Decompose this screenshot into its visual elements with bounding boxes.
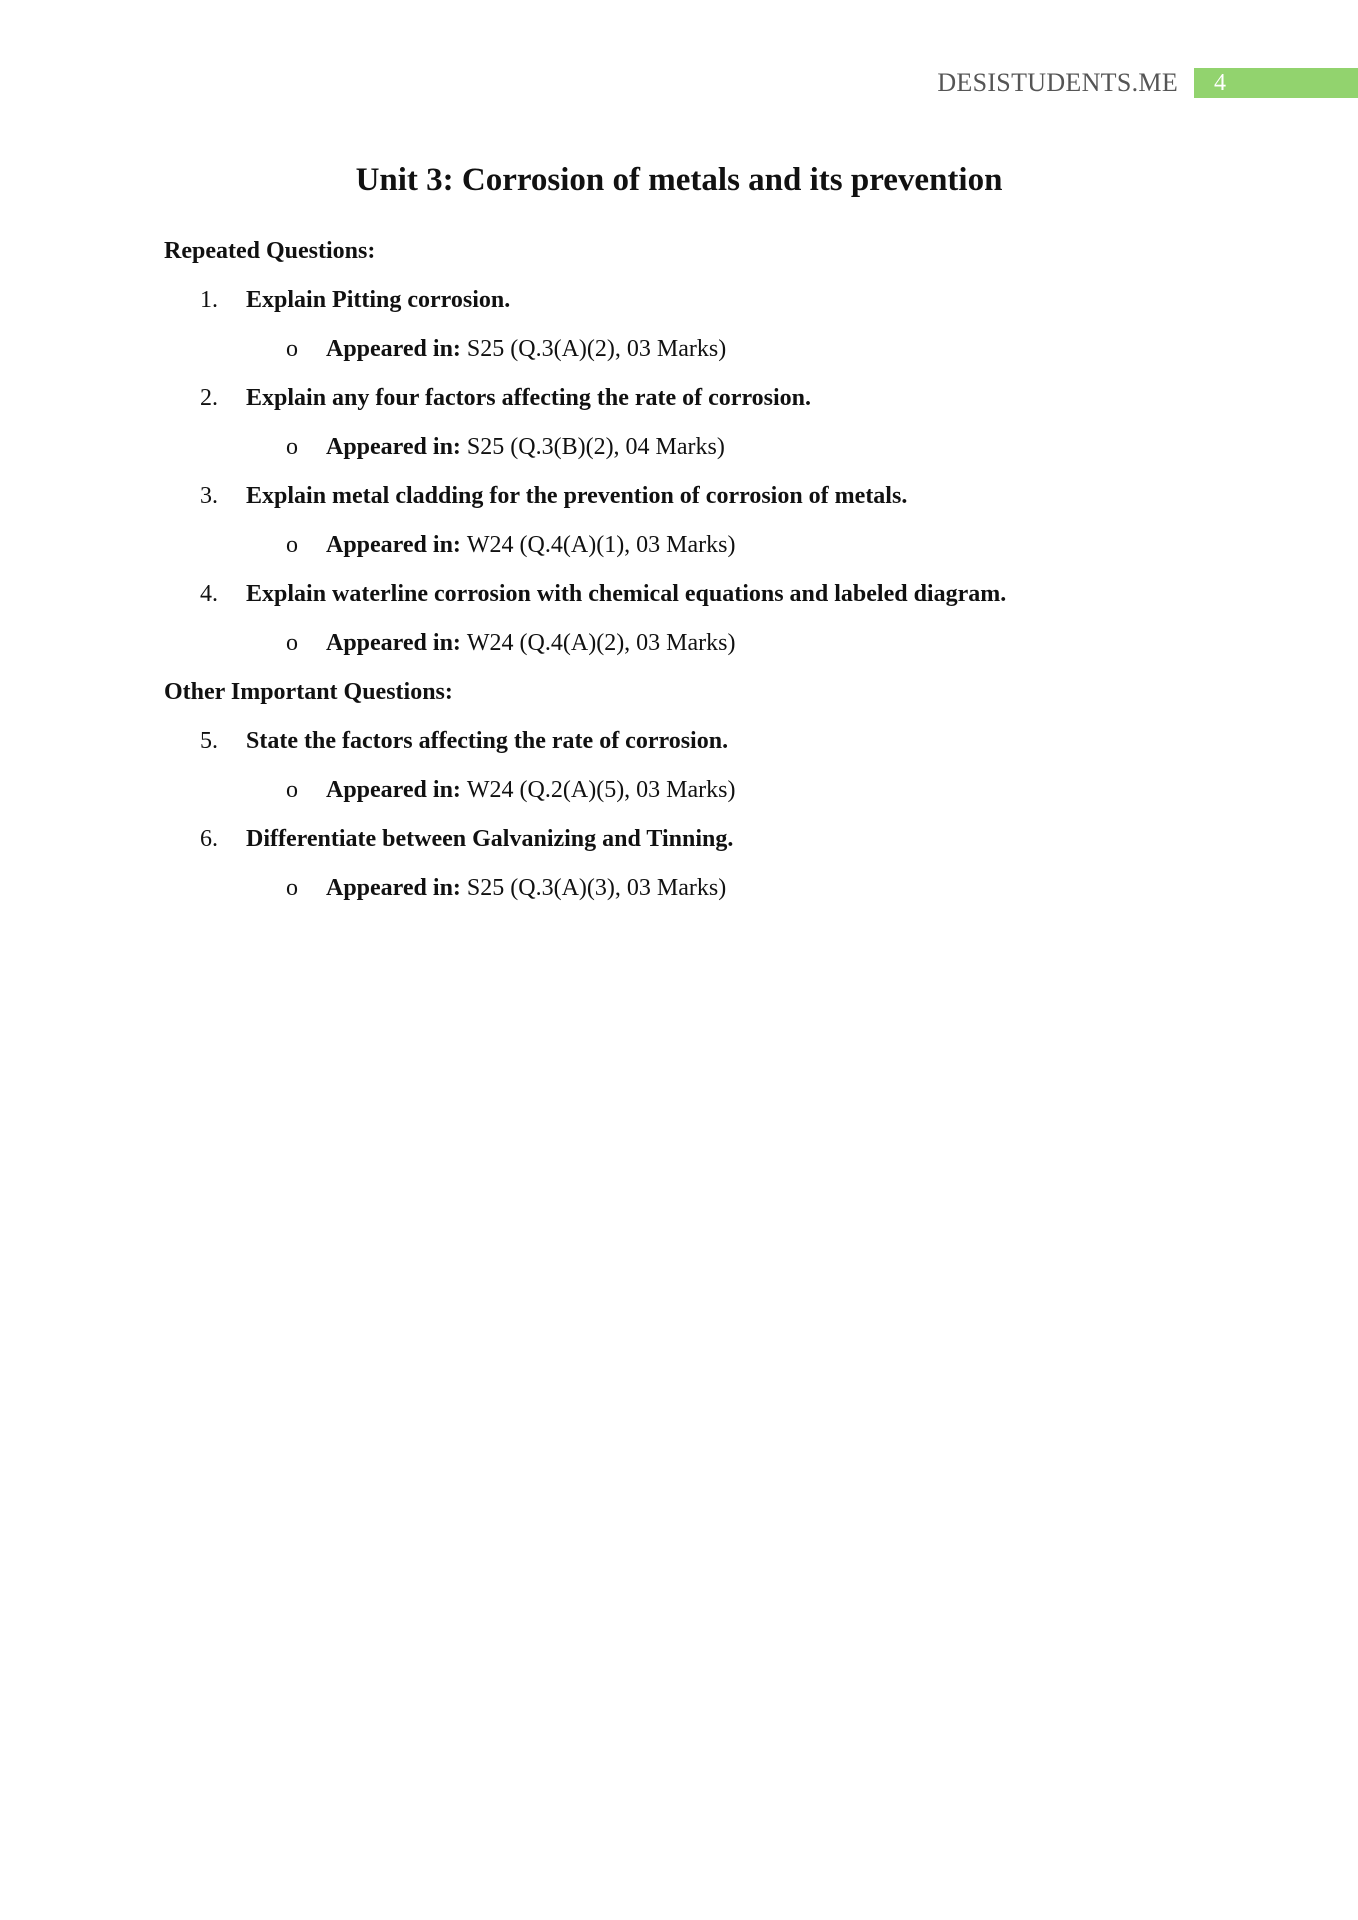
appeared-value: W24 (Q.4(A)(1), 03 Marks) <box>466 532 736 558</box>
bullet-icon: o <box>286 630 298 656</box>
page-number: 4 <box>1194 68 1358 98</box>
question-text: Explain Pitting corrosion. <box>246 287 511 313</box>
bullet-icon: o <box>286 336 298 362</box>
appeared-label: Appeared in: <box>326 777 461 803</box>
site-name: DESISTUDENTS.ME <box>937 68 1178 97</box>
page-title: Unit 3: Corrosion of metals and its prevention <box>355 162 1003 198</box>
appeared-value: W24 (Q.2(A)(5), 03 Marks) <box>466 777 736 803</box>
question-number: 3. <box>200 483 218 509</box>
question-item <box>200 287 510 314</box>
bullet-icon: o <box>286 434 298 460</box>
appeared-value: S25 (Q.3(A)(3), 03 Marks) <box>466 875 727 901</box>
appeared-in-item <box>286 875 726 902</box>
section-heading-repeated: Repeated Questions: <box>164 238 376 264</box>
appeared-label: Appeared in: <box>326 434 461 460</box>
question-item <box>200 483 907 510</box>
question-item <box>200 581 1006 608</box>
question-item <box>200 385 811 412</box>
bullet-icon: o <box>286 777 298 803</box>
question-number: 4. <box>200 581 218 607</box>
appeared-in-item <box>286 336 726 363</box>
appeared-in-item <box>286 777 736 804</box>
question-number: 1. <box>200 287 218 313</box>
question-text: Differentiate between Galvanizing and Tinning. <box>246 826 734 852</box>
appeared-in-item <box>286 630 736 657</box>
question-item <box>200 826 733 853</box>
question-text: Explain metal cladding for the prevention of corrosion of metals. <box>246 483 908 509</box>
appeared-label: Appeared in: <box>326 336 461 362</box>
bullet-icon: o <box>286 875 298 901</box>
appeared-value: S25 (Q.3(B)(2), 04 Marks) <box>466 434 725 460</box>
bullet-icon: o <box>286 532 298 558</box>
question-number: 2. <box>200 385 218 411</box>
appeared-in-item <box>286 532 736 559</box>
question-number: 5. <box>200 728 218 754</box>
question-text: Explain any four factors affecting the rate of corrosion. <box>246 385 812 411</box>
appeared-in-item <box>286 434 725 461</box>
section-heading-other: Other Important Questions: <box>164 679 453 705</box>
question-text: Explain waterline corrosion with chemical equations and labeled diagram. <box>246 581 1007 607</box>
appeared-label: Appeared in: <box>326 630 461 656</box>
page-header <box>937 68 1358 98</box>
appeared-label: Appeared in: <box>326 532 461 558</box>
appeared-value: S25 (Q.3(A)(2), 03 Marks) <box>466 336 727 362</box>
question-text: State the factors affecting the rate of corrosion. <box>246 728 729 754</box>
appeared-value: W24 (Q.4(A)(2), 03 Marks) <box>466 630 736 656</box>
question-number: 6. <box>200 826 218 852</box>
appeared-label: Appeared in: <box>326 875 461 901</box>
question-item <box>200 728 728 755</box>
